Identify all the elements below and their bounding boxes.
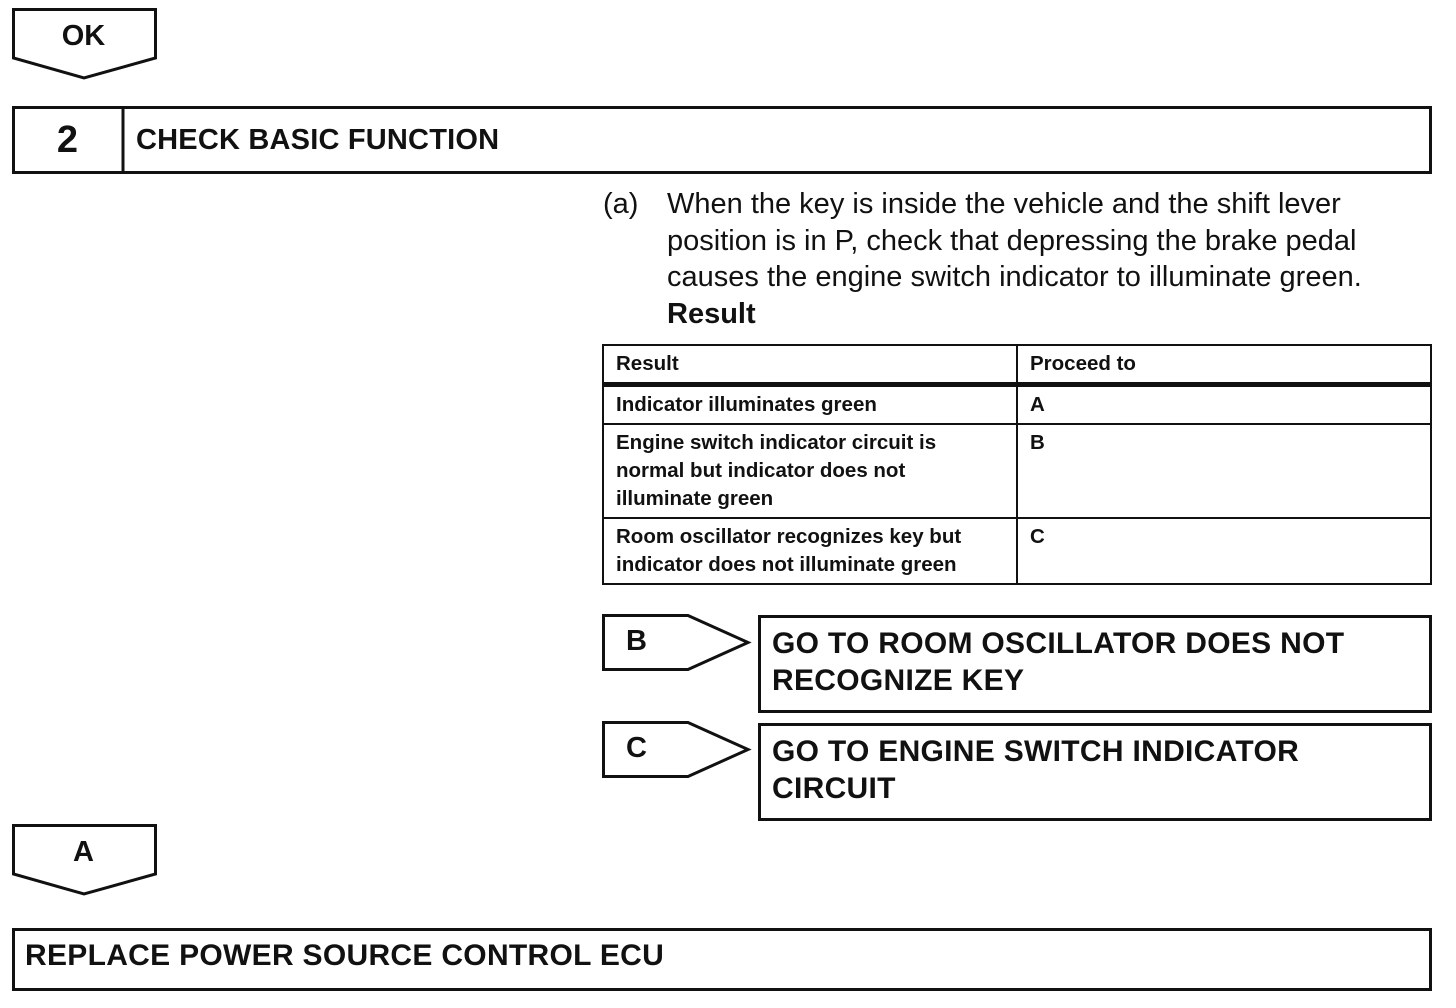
proceed-cell: B (1017, 424, 1431, 518)
a-label: A (73, 836, 94, 868)
result-table (602, 344, 1432, 585)
result-cell: Engine switch indicator circuit is normal but indicator does not illuminate green (603, 424, 1017, 518)
final-action-text: REPLACE POWER SOURCE CONTROL ECU (25, 939, 665, 972)
table-row (603, 424, 1431, 518)
step-title: CHECK BASIC FUNCTION (136, 123, 500, 156)
table-header-row (603, 345, 1431, 385)
column-header-result: Result (603, 345, 1017, 385)
proceed-cell: A (1017, 385, 1431, 425)
instruction-marker: (a) (603, 188, 639, 220)
ok-label: OK (61, 20, 106, 52)
instruction-text: When the key is inside the vehicle and the shift lever position is in P, check that depressing the brake pedal causes the engine switch indicator to illuminate green. (667, 188, 1362, 293)
branch-c-tag: C (626, 732, 647, 764)
result-cell: Indicator illuminates green (603, 385, 1017, 425)
right-arrow-icon (602, 721, 752, 779)
branch-b-action: GO TO ROOM OSCILLATOR DOES NOT RECOGNIZE KEY (772, 627, 1345, 697)
result-cell: Room oscillator recognizes key but indicator does not illuminate green (603, 518, 1017, 584)
right-arrow-icon (602, 614, 752, 672)
table-row (603, 518, 1431, 584)
branch-c-action: GO TO ENGINE SWITCH INDICATOR CIRCUIT (772, 735, 1300, 805)
result-heading: Result (667, 298, 756, 330)
step-number: 2 (56, 118, 79, 161)
table-row (603, 385, 1431, 425)
proceed-cell: C (1017, 518, 1431, 584)
branch-b-tag: B (626, 625, 647, 657)
column-header-proceed: Proceed to (1017, 345, 1431, 385)
